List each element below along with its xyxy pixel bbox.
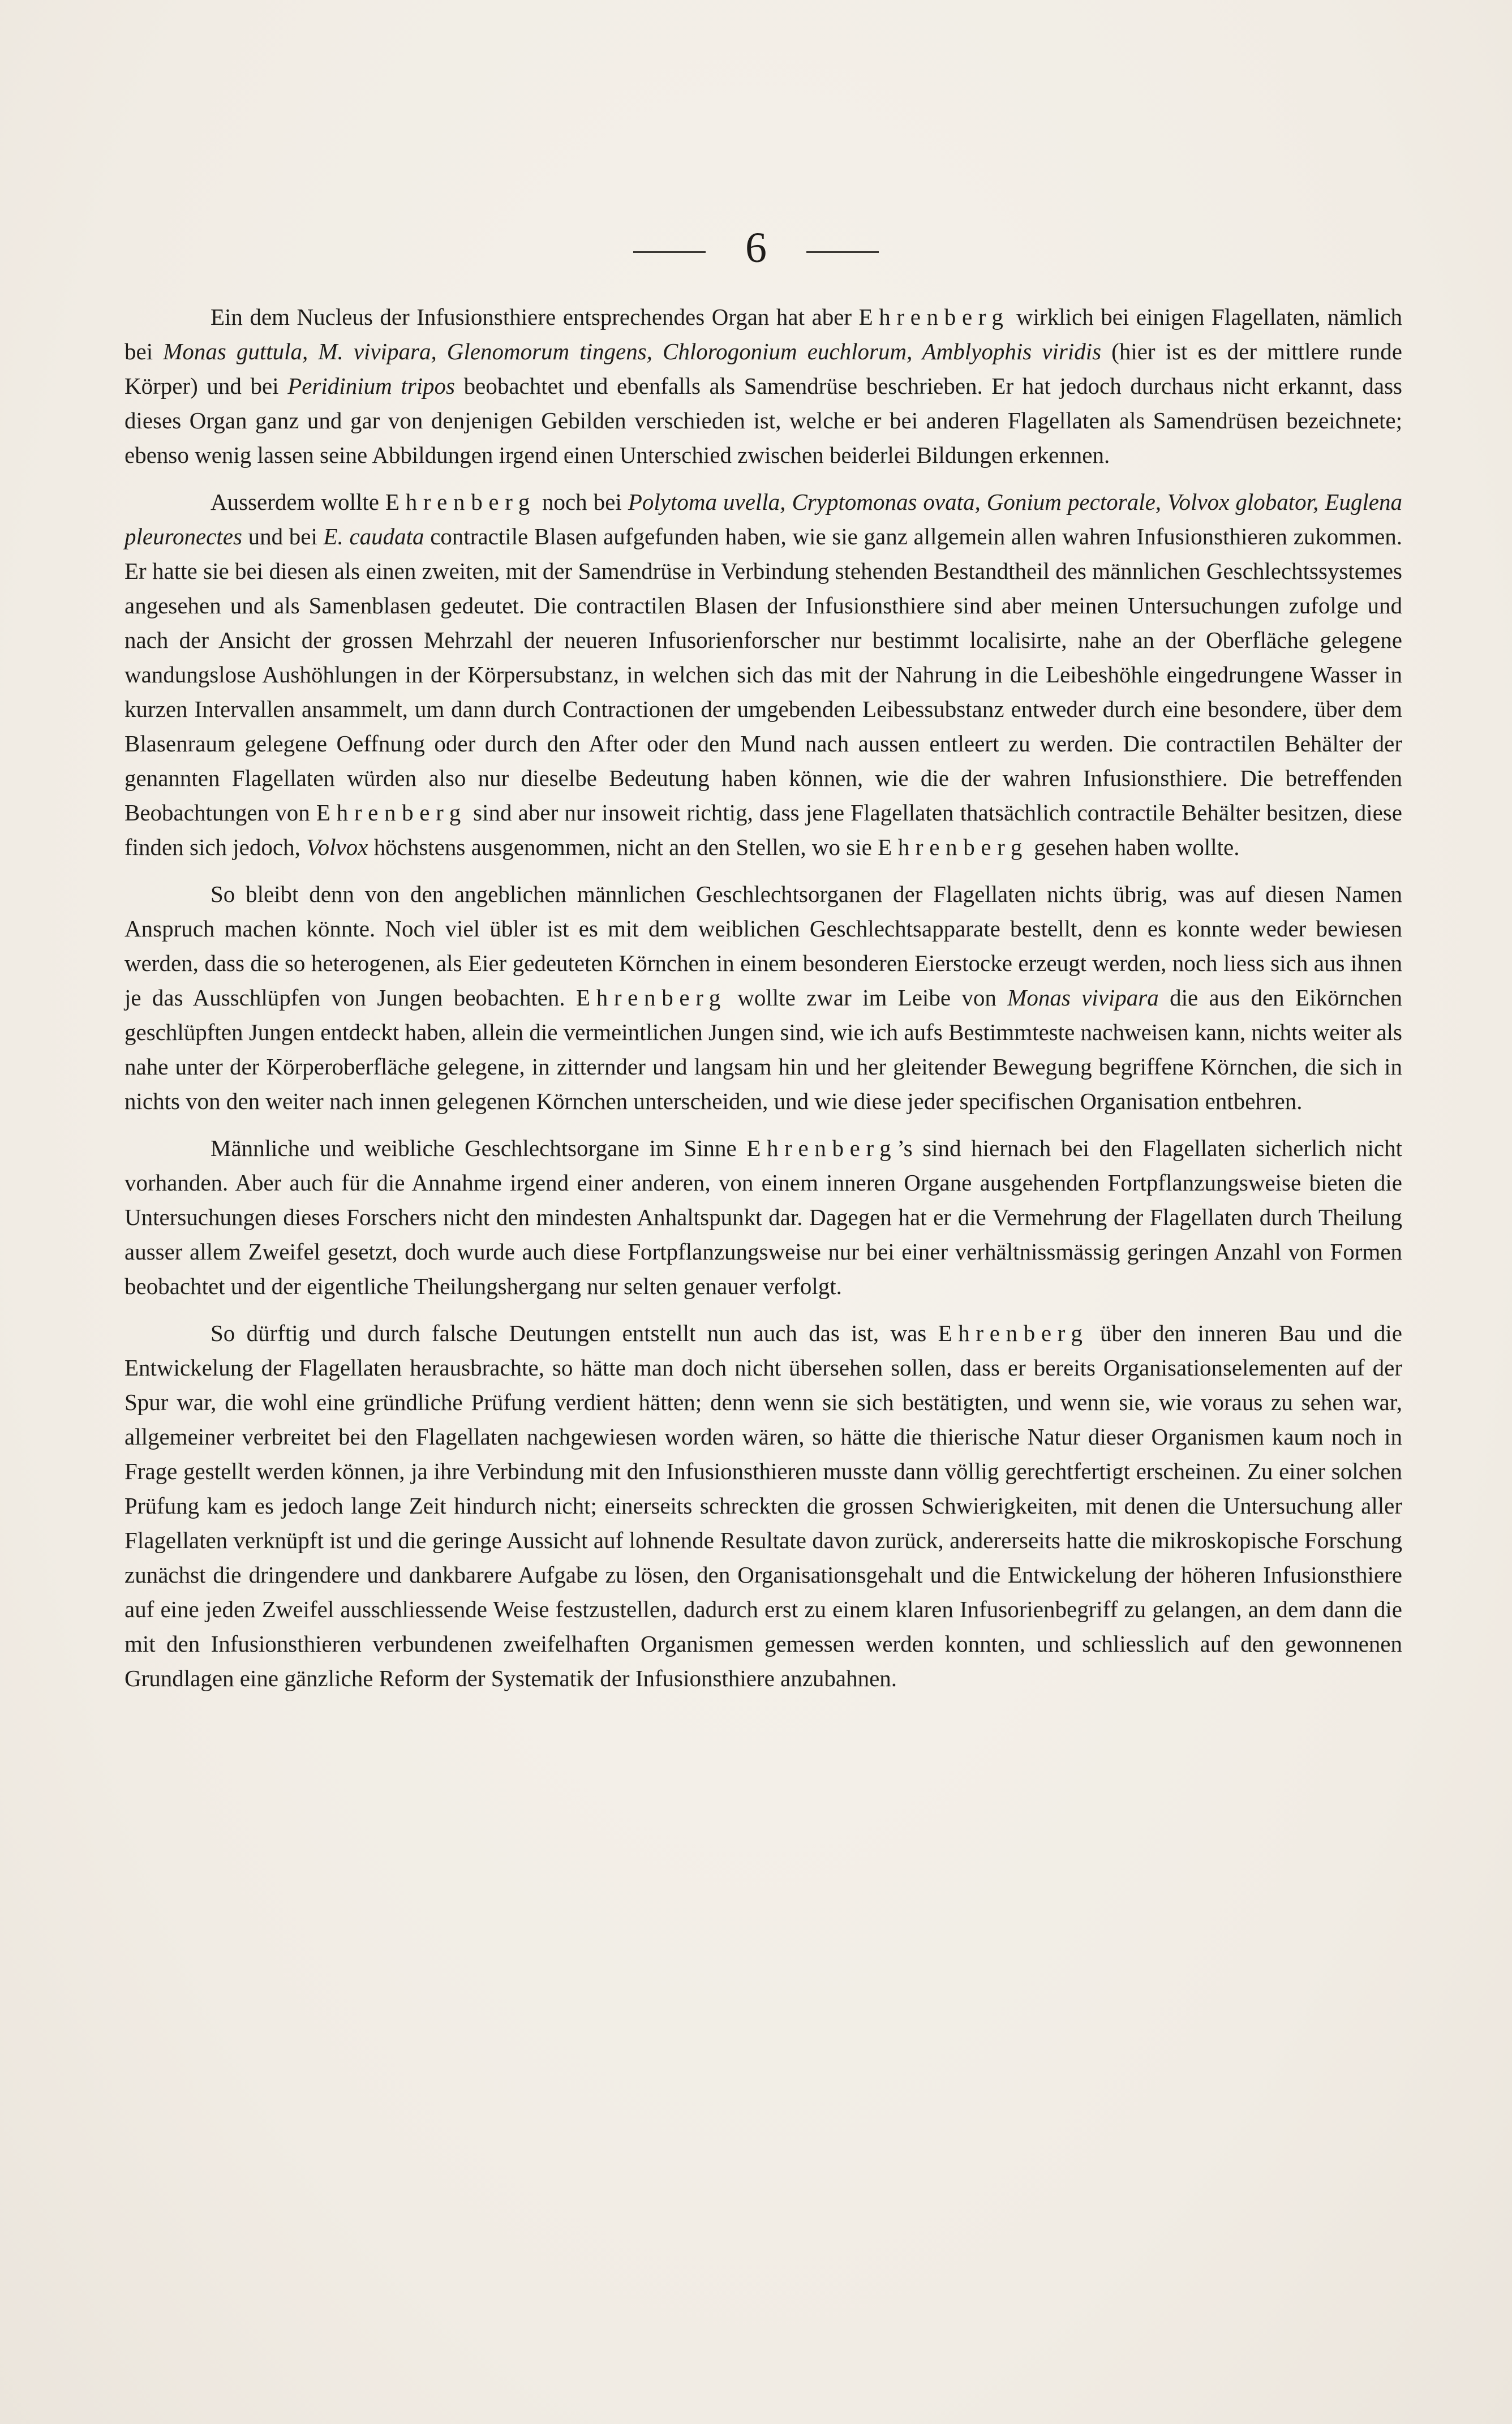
text-run: Ausserdem wollte: [211, 489, 385, 515]
page-header: [0, 225, 1512, 270]
header-rule-left: [633, 251, 706, 253]
italic-taxon: E. caudata: [323, 523, 424, 549]
paragraph: [124, 1131, 1402, 1304]
text-run: wollte zwar im Leibe von: [726, 985, 1008, 1011]
header-rule-right: [806, 251, 879, 253]
text-run: beobachtet und ebenfalls als Samendrüse beschrieben. Er hat jedoch durchaus nicht erkannt, dass dieses Organ ganz und gar von denjenigen Gebilden verschieden ist, welche er bei anderen Flagellaten als Samendrüsen bezeichnete; ebenso wenig lassen seine Abbildungen irgend einen Unterschied zwischen beiderlei Bildungen erkennen.: [124, 373, 1402, 468]
text-run: sind aber nur insoweit richtig, dass jene Flagellaten thatsächlich contractile Behälter besitzen, diese finden sich jedoch,: [124, 800, 1402, 860]
text-run: höchstens ausgenommen, nicht an den Stellen, wo sie: [368, 834, 878, 860]
paragraph: [124, 877, 1402, 1119]
text-run: So dürftig und durch falsche Deutungen entstellt nun auch das ist, was: [211, 1320, 938, 1346]
text-run: noch bei: [535, 489, 628, 515]
italic-taxon: Volvox: [306, 834, 368, 860]
italic-taxon: Monas vivipara: [1007, 985, 1159, 1011]
text-run: Ein dem Nucleus der Infusionsthiere entsprechendes Organ hat aber: [211, 304, 859, 330]
text-run: ’s sind hiernach bei den Flagellaten sicherlich nicht vorhanden. Aber auch für die Annahme irgend einer anderen, von einem inneren Organe ausgehenden Fortpflanzungsweise bieten die Untersuchungen dieses Forschers nicht den mindesten Anhaltspunkt dar. Dagegen hat er die Vermehrung der Flagellaten durch Theilung ausser allem Zweifel gesetzt, doch wurde auch diese Fortpflanzungsweise nur bei einer verhältnissmässig geringen Anzahl von Formen beobachtet und der eigentliche Theilungshergang nur selten genauer verfolgt.: [124, 1135, 1403, 1299]
body-text: [124, 300, 1402, 1708]
spaced-name: Ehrenberg: [385, 489, 536, 515]
text-run: und bei: [242, 523, 324, 549]
spaced-name: Ehrenberg: [746, 1135, 897, 1161]
spaced-name: Ehrenberg: [858, 304, 1010, 330]
text-run: contractile Blasen aufgefunden haben, wie sie ganz allgemein allen wahren Infusionsthieren zukommen. Er hatte sie bei diesen als einen zweiten, mit der Samendrüse in Verbindung stehenden Bestandtheil des männlichen Geschlechtssystemes angesehen und als Samenblasen gedeutet. Die contractilen Blasen der Infusionsthiere sind aber meinen Untersuchungen zufolge und nach der Ansicht der grossen Mehrzahl der neueren Infusorienforscher nur bestimmt localisirte, nahe an der Oberfläche gelegene wandungslose Aushöhlungen in der Körpersubstanz, in welchen sich das mit der Nahrung in die Leibeshöhle eingedrungene Wasser in kurzen Intervallen ansammelt, um dann durch Contractionen der umgebenden Leibessubstanz entweder durch eine besondere, über dem Blasenraum gelegene Oeffnung oder durch den After oder den Mund nach aussen entleert zu werden. Die contractilen Behälter der genannten Flagellaten würden also nur dieselbe Bedeutung haben können, wie die der wahren Infusionsthiere. Die betreffenden Beobachtungen von: [124, 523, 1402, 826]
spaced-name: Ehrenberg: [316, 800, 467, 826]
page-number: 6: [745, 224, 767, 272]
italic-taxon: Monas guttula, M. vivipara, Glenomorum tingens, Chlorogonium euchlorum, Amblyophis viridis: [163, 338, 1102, 364]
spaced-name: Ehrenberg: [938, 1320, 1089, 1346]
spaced-name: Ehrenberg: [878, 834, 1029, 860]
paragraph: [124, 485, 1402, 865]
text-run: (hier ist es der mittlere runde Körper) und bei: [124, 338, 1403, 399]
text-run: Männliche und weibliche Geschlechtsorgane im Sinne: [211, 1135, 747, 1161]
spaced-name: Ehrenberg: [576, 985, 727, 1011]
paragraph: [124, 300, 1402, 472]
text-run: So bleibt denn von den angeblichen männlichen Geschlechtsorganen der Flagellaten nichts übrig, was auf diesen Namen Anspruch machen könnte. Noch viel übler ist es mit dem weiblichen Geschlechtsapparate bestellt, denn es konnte weder bewiesen werden, dass die so heterogenen, als Eier gedeuteten Körnchen in einem besonderen Eierstocke erzeugt werden, noch liess sich aus ihnen je das Ausschlüpfen von Jungen beobachten.: [124, 881, 1402, 1011]
italic-taxon: Polytoma uvella, Cryptomonas ovata, Gonium pectorale, Volvox globator, Euglena pleuronectes: [124, 489, 1402, 549]
italic-taxon: Peridinium tripos: [287, 373, 456, 399]
text-run: wirklich bei einigen Flagellaten, nämlich bei: [124, 304, 1402, 364]
text-run: die aus den Eikörnchen geschlüpften Jungen entdeckt haben, allein die vermeintlichen Jungen sind, wie ich aufs Bestimmteste nachweisen kann, nichts weiter als nahe unter der Körperoberfläche gelegene, in zitternder und langsam hin und her gleitender Bewegung begriffene Körnchen, die sich in nichts von den weiter nach innen gelegenen Körnchen unterscheiden, und wie diese jeder specifischen Organisation entbehren.: [124, 985, 1402, 1114]
text-run: über den inneren Bau und die Entwickelung der Flagellaten herausbrachte, so hätte man doch nicht übersehen sollen, dass er bereits Organisationselementen auf der Spur war, die wohl eine gründliche Prüfung verdient hätten; denn wenn sie sich bestätigten, und wenn sie, wie voraus zu sehen war, allgemeiner verbreitet bei den Flagellaten nachgewiesen worden wären, so hätte die thierische Natur dieser Organismen kaum noch in Frage gestellt werden können, ja ihre Verbindung mit den Infusionsthieren musste dann völlig gerechtfertigt erscheinen. Zu einer solchen Prüfung kam es jedoch lange Zeit hindurch nicht; einerseits schreckten die grossen Schwierigkeiten, mit denen die Untersuchung aller Flagellaten verknüpft ist und die geringe Aussicht auf lohnende Resultate davon zurück, andererseits hatte die mikroskopische Forschung zunächst die dringendere und dankbarere Aufgabe zu lösen, den Organisationsgehalt und die Entwickelung der höheren Infusionsthiere auf eine jeden Zweifel ausschliessende Weise festzustellen, dadurch erst zu einem klaren Infusorienbegriff zu gelangen, an dem dann die mit den Infusionsthieren verbundenen zweifelhaften Organismen gemessen werden konnten, und schliesslich auf den gewonnenen Grundlagen eine gänzliche Reform der Systematik der Infusionsthiere anzubahnen.: [124, 1320, 1402, 1691]
paragraph: [124, 1316, 1402, 1696]
text-run: gesehen haben wollte.: [1028, 834, 1240, 860]
